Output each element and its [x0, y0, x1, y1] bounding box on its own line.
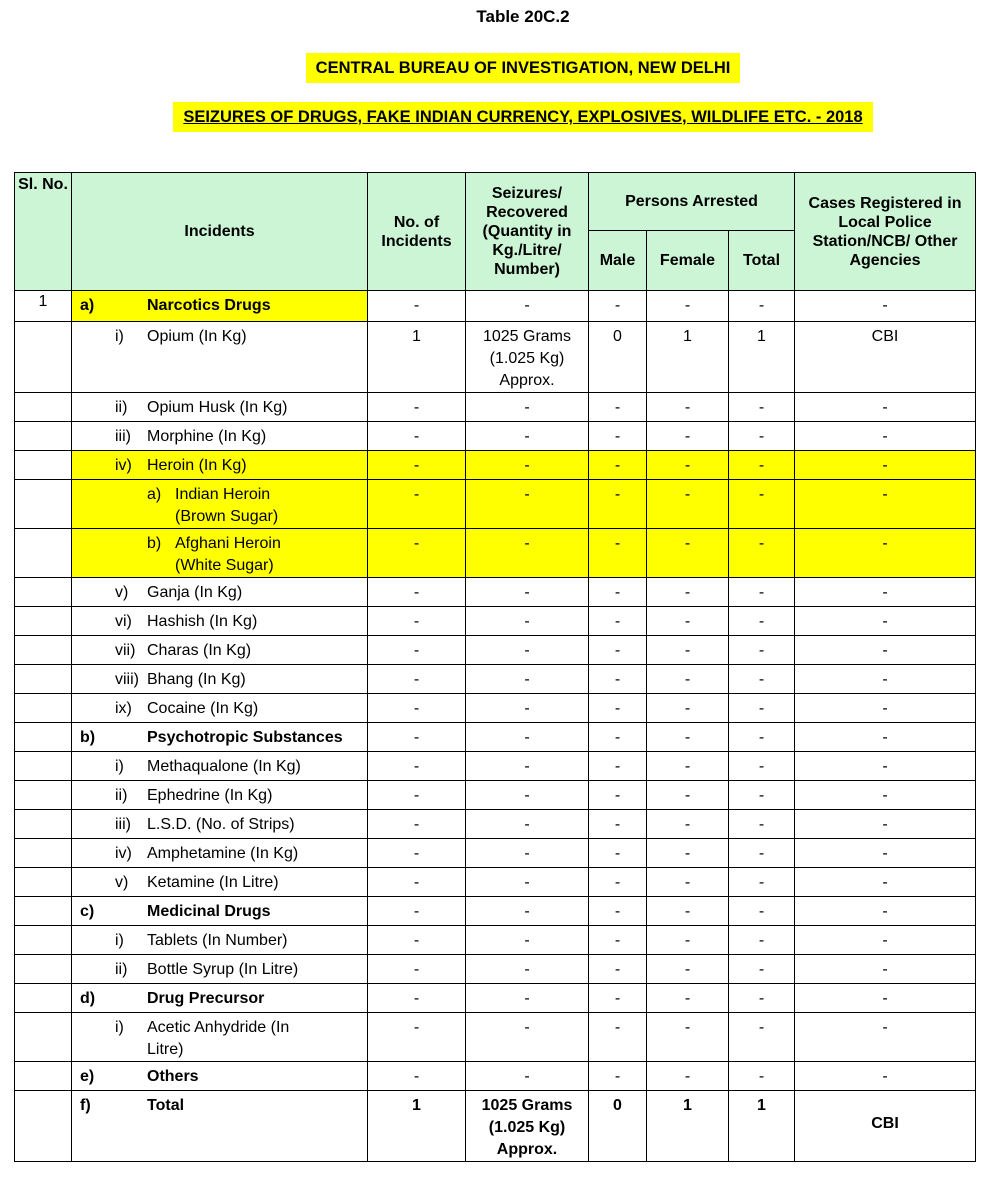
cell-sl-no	[15, 752, 72, 781]
cell-incident-label	[72, 752, 368, 781]
cell-female: -	[647, 1062, 729, 1091]
cell-female: -	[647, 723, 729, 752]
cell-incidents: -	[368, 781, 466, 810]
cell-seized: -	[466, 422, 589, 451]
incident-marker: iii)	[115, 428, 131, 445]
cell-male: -	[589, 955, 647, 984]
cell-male: -	[589, 607, 647, 636]
cell-male: 0	[589, 1091, 647, 1162]
cell-cases: -	[795, 422, 976, 451]
cell-incidents: -	[368, 839, 466, 868]
incident-label: Drug Precursor	[147, 990, 265, 1007]
cell-incidents: -	[368, 451, 466, 480]
cell-total: -	[729, 984, 795, 1013]
table-row	[15, 723, 976, 752]
cell-female: -	[647, 422, 729, 451]
cell-total: -	[729, 781, 795, 810]
cell-incidents: -	[368, 480, 466, 529]
cell-total: -	[729, 723, 795, 752]
incident-label: Charas (In Kg)	[147, 642, 252, 659]
table-row	[15, 636, 976, 665]
cell-female: -	[647, 984, 729, 1013]
incident-marker: v)	[115, 874, 129, 891]
cell-total: -	[729, 897, 795, 926]
incident-marker: a)	[80, 297, 95, 314]
col-male: Male	[589, 231, 647, 291]
cell-seized: -	[466, 839, 589, 868]
table-row	[15, 926, 976, 955]
cell-incident-label	[72, 781, 368, 810]
cell-seized: -	[466, 752, 589, 781]
cell-total: -	[729, 451, 795, 480]
table-row	[15, 752, 976, 781]
cell-incident-label	[72, 322, 368, 393]
cell-male: -	[589, 868, 647, 897]
incident-label: Ketamine (In Litre)	[147, 874, 279, 891]
incident-marker: d)	[80, 990, 96, 1007]
cell-male: -	[589, 926, 647, 955]
cell-male: -	[589, 839, 647, 868]
incident-marker: c)	[80, 903, 95, 920]
cell-male: -	[589, 984, 647, 1013]
cell-seized: -	[466, 393, 589, 422]
cell-male: -	[589, 694, 647, 723]
incident-marker: ii)	[115, 961, 128, 978]
cell-total: -	[729, 636, 795, 665]
cell-total: -	[729, 422, 795, 451]
cell-female: 1	[647, 1091, 729, 1162]
cell-incidents: -	[368, 694, 466, 723]
cell-male: -	[589, 897, 647, 926]
table-row-total	[15, 1091, 976, 1162]
table-row	[15, 422, 976, 451]
cell-female: -	[647, 665, 729, 694]
cell-sl-no	[15, 578, 72, 607]
cell-sl-no	[15, 480, 72, 529]
cell-seized: -	[466, 480, 589, 529]
cell-incident-label	[72, 984, 368, 1013]
cell-sl-no	[15, 897, 72, 926]
cell-male: -	[589, 665, 647, 694]
table-row	[15, 393, 976, 422]
cell-total: -	[729, 393, 795, 422]
cell-incidents: -	[368, 810, 466, 839]
org-title-banner	[0, 53, 984, 83]
cell-cases: -	[795, 665, 976, 694]
incident-label: Medicinal Drugs	[147, 903, 271, 920]
cell-cases: -	[795, 810, 976, 839]
incident-marker: vii)	[115, 642, 136, 659]
cell-female: -	[647, 810, 729, 839]
cell-female: -	[647, 781, 729, 810]
cell-seized: -	[466, 984, 589, 1013]
cell-total: -	[729, 955, 795, 984]
cell-female: -	[647, 529, 729, 578]
cell-total: -	[729, 480, 795, 529]
cell-seized: -	[466, 451, 589, 480]
cell-seized: -	[466, 578, 589, 607]
cell-total: -	[729, 578, 795, 607]
incident-marker: v)	[115, 584, 129, 601]
cell-male: -	[589, 1013, 647, 1062]
cell-sl-no: 1	[15, 291, 72, 322]
incident-marker: b)	[147, 535, 162, 552]
incident-label: Tablets (In Number)	[147, 932, 288, 949]
cell-seized: -	[466, 781, 589, 810]
cell-seized: -	[466, 1062, 589, 1091]
cell-incidents: -	[368, 665, 466, 694]
cell-cases: -	[795, 393, 976, 422]
cell-total: -	[729, 926, 795, 955]
cell-incidents: -	[368, 393, 466, 422]
cell-seized: 1025 Grams (1.025 Kg) Approx.	[466, 1091, 589, 1162]
cell-total: -	[729, 291, 795, 322]
cell-seized: -	[466, 897, 589, 926]
cell-incident-label	[72, 480, 368, 529]
incident-marker: a)	[147, 486, 162, 503]
cell-total: -	[729, 839, 795, 868]
table-row	[15, 578, 976, 607]
cell-incidents: -	[368, 422, 466, 451]
cell-sl-no	[15, 451, 72, 480]
cell-total: -	[729, 868, 795, 897]
cell-male: -	[589, 451, 647, 480]
incident-label: Total	[147, 1097, 185, 1114]
cell-cases: -	[795, 1062, 976, 1091]
table-row	[15, 694, 976, 723]
table-row	[15, 665, 976, 694]
cell-sl-no	[15, 868, 72, 897]
cell-incident-label	[72, 665, 368, 694]
cell-male: -	[589, 480, 647, 529]
cell-female: -	[647, 578, 729, 607]
cell-cases: -	[795, 723, 976, 752]
incident-label: Opium Husk (In Kg)	[147, 399, 288, 416]
cell-incidents: -	[368, 291, 466, 322]
cell-female: 1	[647, 322, 729, 393]
cell-female: -	[647, 955, 729, 984]
cell-sl-no	[15, 839, 72, 868]
cell-incidents: -	[368, 897, 466, 926]
cell-male: -	[589, 723, 647, 752]
incident-marker: vi)	[115, 613, 132, 630]
cell-male: -	[589, 636, 647, 665]
cell-sl-no	[15, 322, 72, 393]
cell-seized: -	[466, 810, 589, 839]
cell-seized: -	[466, 926, 589, 955]
incident-label: Bhang (In Kg)	[147, 671, 246, 688]
cell-sl-no	[15, 529, 72, 578]
incident-marker: b)	[80, 729, 96, 746]
cell-cases: -	[795, 291, 976, 322]
incident-marker: ix)	[115, 700, 132, 717]
cell-seized: -	[466, 868, 589, 897]
table-body	[15, 291, 976, 1162]
incident-marker: i)	[115, 328, 124, 345]
cell-incident-label	[72, 839, 368, 868]
cell-incidents: -	[368, 529, 466, 578]
incident-marker: ii)	[115, 399, 128, 416]
cell-cases: -	[795, 752, 976, 781]
cell-sl-no	[15, 694, 72, 723]
cell-incidents: -	[368, 607, 466, 636]
incident-marker: i)	[115, 1019, 124, 1036]
cell-total: -	[729, 665, 795, 694]
cell-incident-label	[72, 1091, 368, 1162]
cell-incident-label	[72, 636, 368, 665]
cell-sl-no	[15, 955, 72, 984]
org-title: CENTRAL BUREAU OF INVESTIGATION, NEW DELHI	[306, 53, 741, 83]
cell-seized: 1025 Grams (1.025 Kg) Approx.	[466, 322, 589, 393]
cell-total: 1	[729, 1091, 795, 1162]
cell-cases: -	[795, 694, 976, 723]
cell-male: -	[589, 422, 647, 451]
cell-cases: -	[795, 781, 976, 810]
cell-seized: -	[466, 529, 589, 578]
incident-label: Others	[147, 1068, 199, 1085]
cell-female: -	[647, 636, 729, 665]
cell-male: -	[589, 529, 647, 578]
cell-total: -	[729, 752, 795, 781]
cell-total: -	[729, 694, 795, 723]
cell-incident-label	[72, 897, 368, 926]
cell-sl-no	[15, 1062, 72, 1091]
table-row	[15, 480, 976, 529]
cell-male: 0	[589, 322, 647, 393]
cell-cases: -	[795, 926, 976, 955]
cell-incidents: -	[368, 578, 466, 607]
cell-female: -	[647, 393, 729, 422]
table-row	[15, 322, 976, 393]
table-row	[15, 781, 976, 810]
cell-cases: -	[795, 451, 976, 480]
table-row	[15, 1062, 976, 1091]
cell-seized: -	[466, 291, 589, 322]
incident-label: Acetic Anhydride (In Litre)	[147, 1019, 290, 1058]
cell-incidents: -	[368, 984, 466, 1013]
cell-incidents: -	[368, 926, 466, 955]
incident-label: Hashish (In Kg)	[147, 613, 258, 630]
cell-female: -	[647, 694, 729, 723]
col-sl-no: Sl. No.	[15, 173, 72, 291]
cell-female: -	[647, 480, 729, 529]
cell-total: -	[729, 810, 795, 839]
cell-sl-no	[15, 723, 72, 752]
cell-incident-label	[72, 578, 368, 607]
table-row	[15, 451, 976, 480]
col-female: Female	[647, 231, 729, 291]
cell-incident-label	[72, 529, 368, 578]
incident-label: Ganja (In Kg)	[147, 584, 243, 601]
cell-sl-no	[15, 393, 72, 422]
col-no-of-incidents: No. of Incidents	[368, 173, 466, 291]
cell-male: -	[589, 578, 647, 607]
col-cases-registered: Cases Registered in Local Police Station/NCB/ Other Agencies	[795, 173, 976, 291]
table-row	[15, 1013, 976, 1062]
col-incidents: Incidents	[72, 173, 368, 291]
seizures-table	[14, 172, 976, 1162]
cell-female: -	[647, 291, 729, 322]
cell-incident-label	[72, 1062, 368, 1091]
cell-cases: CBI	[795, 322, 976, 393]
cell-incident-label	[72, 926, 368, 955]
incident-marker: iv)	[115, 457, 132, 474]
cell-incidents: -	[368, 868, 466, 897]
cell-cases: CBI	[795, 1091, 976, 1162]
cell-sl-no	[15, 781, 72, 810]
incident-label: Cocaine (In Kg)	[147, 700, 259, 717]
cell-female: -	[647, 897, 729, 926]
table-row	[15, 839, 976, 868]
cell-female: -	[647, 451, 729, 480]
cell-male: -	[589, 291, 647, 322]
table-row	[15, 607, 976, 636]
cell-cases: -	[795, 1013, 976, 1062]
cell-female: -	[647, 607, 729, 636]
cell-sl-no	[15, 636, 72, 665]
incident-marker: viii)	[115, 671, 139, 688]
cell-incident-label	[72, 868, 368, 897]
subtitle-banner	[0, 102, 984, 132]
incident-label: Methaqualone (In Kg)	[147, 758, 301, 775]
cell-male: -	[589, 781, 647, 810]
cell-incidents: -	[368, 1013, 466, 1062]
table-subtitle: SEIZURES OF DRUGS, FAKE INDIAN CURRENCY, EXPLOSIVES, WILDLIFE ETC. - 2018	[173, 102, 872, 132]
cell-sl-no	[15, 1013, 72, 1062]
cell-incidents: -	[368, 723, 466, 752]
col-seizures: Seizures/ Recovered (Quantity in Kg./Litre/ Number)	[466, 173, 589, 291]
cell-cases: -	[795, 529, 976, 578]
cell-total: -	[729, 1013, 795, 1062]
incident-label: Psychotropic Substances	[147, 729, 343, 746]
cell-incidents: -	[368, 752, 466, 781]
incident-marker: iv)	[115, 845, 132, 862]
incident-label: Morphine (In Kg)	[147, 428, 267, 445]
cell-incident-label	[72, 291, 368, 322]
cell-cases: -	[795, 868, 976, 897]
table-row	[15, 984, 976, 1013]
incident-label: Narcotics Drugs	[147, 297, 271, 314]
cell-incident-label	[72, 422, 368, 451]
cell-cases: -	[795, 578, 976, 607]
cell-male: -	[589, 1062, 647, 1091]
incident-label: Bottle Syrup (In Litre)	[147, 961, 299, 978]
incident-marker: f)	[80, 1097, 91, 1114]
cell-sl-no	[15, 984, 72, 1013]
cell-incident-label	[72, 607, 368, 636]
incident-label: Ephedrine (In Kg)	[147, 787, 273, 804]
col-persons-arrested: Persons Arrested	[589, 173, 795, 231]
incident-marker: i)	[115, 932, 124, 949]
cell-incident-label	[72, 694, 368, 723]
table-row	[15, 291, 976, 322]
cell-sl-no	[15, 422, 72, 451]
cell-total: -	[729, 1062, 795, 1091]
cell-incident-label	[72, 1013, 368, 1062]
cell-total: -	[729, 529, 795, 578]
cell-incident-label	[72, 810, 368, 839]
table-row	[15, 955, 976, 984]
cell-incidents: 1	[368, 322, 466, 393]
cell-cases: -	[795, 480, 976, 529]
cell-incidents: 1	[368, 1091, 466, 1162]
cell-incident-label	[72, 955, 368, 984]
cell-female: -	[647, 839, 729, 868]
incident-label: L.S.D. (No. of Strips)	[147, 816, 295, 833]
cell-sl-no	[15, 665, 72, 694]
table-header	[15, 173, 976, 291]
cell-female: -	[647, 868, 729, 897]
incident-label: Heroin (In Kg)	[147, 457, 247, 474]
incident-marker: iii)	[115, 816, 131, 833]
cell-female: -	[647, 1013, 729, 1062]
cell-seized: -	[466, 636, 589, 665]
cell-female: -	[647, 752, 729, 781]
cell-cases: -	[795, 984, 976, 1013]
cell-sl-no	[15, 1091, 72, 1162]
table-row	[15, 529, 976, 578]
incident-marker: i)	[115, 758, 124, 775]
table-number: Table 20C.2	[476, 7, 570, 26]
incident-label: Amphetamine (In Kg)	[147, 845, 299, 862]
incident-label: Indian Heroin (Brown Sugar)	[175, 486, 279, 525]
table-row	[15, 810, 976, 839]
cell-seized: -	[466, 1013, 589, 1062]
cell-cases: -	[795, 839, 976, 868]
cell-total: -	[729, 607, 795, 636]
table-row	[15, 868, 976, 897]
cell-male: -	[589, 393, 647, 422]
cell-sl-no	[15, 810, 72, 839]
incident-label: Opium (In Kg)	[147, 328, 247, 345]
cell-incident-label	[72, 723, 368, 752]
cell-male: -	[589, 810, 647, 839]
cell-seized: -	[466, 694, 589, 723]
cell-total: 1	[729, 322, 795, 393]
cell-seized: -	[466, 723, 589, 752]
cell-incident-label	[72, 451, 368, 480]
cell-female: -	[647, 926, 729, 955]
cell-cases: -	[795, 607, 976, 636]
cell-incidents: -	[368, 636, 466, 665]
cell-sl-no	[15, 607, 72, 636]
cell-seized: -	[466, 665, 589, 694]
cell-incident-label	[72, 393, 368, 422]
table-row	[15, 897, 976, 926]
cell-seized: -	[466, 607, 589, 636]
incident-label: Afghani Heroin (White Sugar)	[175, 535, 281, 574]
cell-incidents: -	[368, 1062, 466, 1091]
col-total: Total	[729, 231, 795, 291]
cell-seized: -	[466, 955, 589, 984]
cell-male: -	[589, 752, 647, 781]
incident-marker: ii)	[115, 787, 128, 804]
cell-cases: -	[795, 636, 976, 665]
cell-cases: -	[795, 955, 976, 984]
cell-incidents: -	[368, 955, 466, 984]
incident-marker: e)	[80, 1068, 95, 1085]
cell-sl-no	[15, 926, 72, 955]
cell-cases: -	[795, 897, 976, 926]
